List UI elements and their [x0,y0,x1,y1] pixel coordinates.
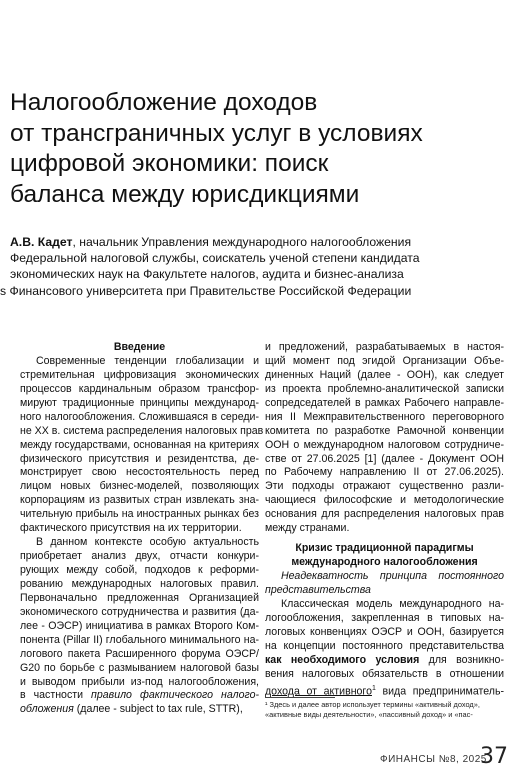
text-line: между странами. [265,522,350,535]
text-line: Современные тенденции глобализации и [36,354,259,367]
text-fragment: вида предприниматель- [375,685,504,698]
text-line: основания для распределения налоговых прав [265,508,504,521]
italic-term: правило фактического налого- [91,689,259,702]
right-column [265,341,504,720]
text-line: приобретает анализ двух, отчасти конкури- [20,550,259,563]
author-line: экономических наук на Факультете налогов, аудита и бизнес-анализа [10,267,404,282]
text-line: Первоначально предложенная Организацией [20,591,259,604]
author-name: А.В. Кадет [10,235,73,249]
title-line: Налогообложение доходов [10,89,318,116]
journal-footer: ФИНАНСЫ №8, 2025 [380,754,487,765]
text-line: G20 по борьбе с размыванием налоговой базы [20,661,259,674]
text-line: логового пакета Расширенного форума ОЭСР/ [20,647,259,660]
text-line: и предложений, разрабатываемых в настоя- [265,341,504,353]
text-line: монстрирует свою несостоятельность перед [20,466,259,479]
underlined-term: дохода от активного [265,685,372,698]
text-line: ного налогообложения. Сложившаяся в середи- [20,410,259,423]
section-heading-crisis: международного налогообложения [291,556,478,569]
text-line: понента (Pillar II) глобального минимального на- [20,633,259,646]
title-line: цифровой экономики: поиск [10,150,329,177]
text-line [265,682,504,696]
author-position: , начальник Управления международного налогообложения [72,235,412,249]
text-line: физического присутствия и резидентства, де- [20,452,259,465]
text-line: корпорациям из развитых стран извлекать зна- [20,494,259,507]
subheading-line: представительства [265,583,371,596]
text-line: комитета по разработке Рамочной конвенции [265,424,504,437]
text-line: лее - ОЭСР) инициатива в рамках Второго Ком- [20,619,259,632]
text-fragment: (далее - subject to tax rule, STTR), [73,703,243,716]
text-line: стремительная цифровизация экономических [20,368,259,381]
text-line: ООН о международном налоговом сотрудниче- [265,438,504,451]
footnote-separator [265,697,335,698]
text-line: щий момент под эгидой Организации Объе- [265,354,504,367]
author-block [0,234,532,299]
text-fragment: для возникно- [419,653,504,666]
text-line: Эти подходы отражают существенно разли- [265,480,504,493]
text-line [20,703,259,717]
footnote-line: ¹ Здесь и далее автор использует термины «активный доход», [265,700,480,710]
text-line: процессов кардинальным образом трансфор- [20,382,259,395]
article-title [10,88,520,210]
text-line: В данном контексте особую актуальность [36,536,259,549]
section-heading-introduction: Введение [113,341,166,353]
section-heading-crisis: Кризис традиционной парадигмы [295,542,474,555]
footnote-marker: 1 [371,684,376,692]
left-column [20,341,264,717]
text-line: диненных Наций (далее - ООН), как следует [265,368,504,381]
text-line: экономического сотрудничества и развития (да- [20,605,259,618]
bold-term: как необходимого условия [265,653,420,666]
footnote-line: «активные виды деятельности», «пассивный доход» и «пас- [265,710,473,720]
text-line: лицом новых бизнес-моделей, позволяющих [20,480,259,493]
text-line: мируют традиционные принципы международ- [20,396,259,409]
author-line: Федеральной налоговой службы, соискатель ученой степени кандидата [10,251,420,266]
text-line [20,689,259,703]
author-line [0,234,532,250]
text-line: рующих между собой, подходов к реформи- [20,564,259,576]
text-line: из проекта проблемно-аналитической записки [265,382,504,395]
title-line: баланса между юрисдикциями [10,180,360,208]
page-number: 37 [480,744,508,769]
text-line: логообложения, закрепленная в типовых на- [265,611,504,624]
text-line: ния II Межправительственного переговорного [265,410,504,423]
text-line: на концепции постоянного представительства [265,639,504,652]
subheading-line: Неадекватность принципа постоянного [281,570,504,582]
text-line: по Рабочему направлению II от 27.06.2025). [265,466,504,479]
text-line: логовых конвенциях ОЭСР и ООН, базируется [265,625,504,638]
text-line: вения налоговых обязательств в отношении [265,667,504,680]
text-fragment: в частности [20,689,92,702]
text-line: и выводом прибыли из-под налогообложения, [20,675,259,688]
text-line: чительную прибыль на иностранных рынках без [20,508,259,521]
author-line: s Финансового университета при Правительстве Российской Федерации [0,283,412,298]
text-line [265,654,504,668]
title-line: от трансграничных услуг в условиях [10,119,423,147]
text-line: сопредседателей в рамках Рабочего направле- [265,396,504,409]
text-line: Классическая модель международного на- [281,597,504,610]
text-line: стве от 27.06.2025 [1] (далее - Документ ООН [265,452,504,465]
text-line: чающиеся философские и методологические [265,494,504,507]
italic-term: обложения [20,703,74,716]
text-line: рованию международных налоговых правил. [20,577,259,590]
text-line: не XX в. система распределения налоговых прав [20,424,264,437]
text-line: фактического присутствия на их территории. [20,522,242,535]
text-line: между государствами, основанная на критериях [20,438,259,451]
